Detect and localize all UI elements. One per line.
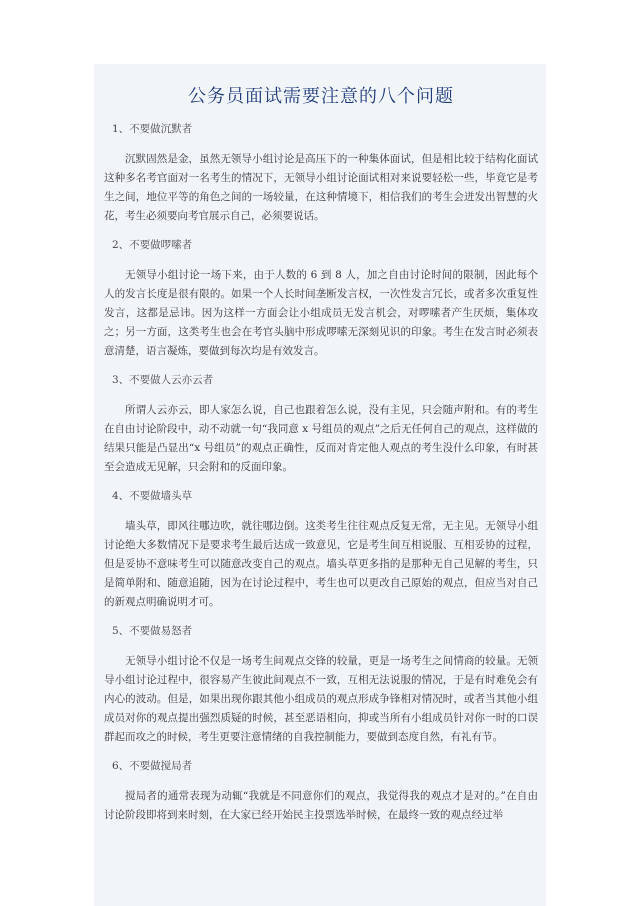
document-page — [94, 64, 546, 906]
section-heading-1: 1、不要做沉默者 — [112, 123, 193, 135]
section-heading-3: 3、不要做人云亦云者 — [112, 374, 214, 386]
section-heading-5: 5、不要做易怒者 — [112, 625, 193, 637]
section-heading-4: 4、不要做墙头草 — [112, 490, 193, 502]
section-paragraph-5: 无领导小组讨论不仅是一场考生间观点交锋的较量，更是一场考生之间情商的较量。无领导小组讨论过程中，很容易产生彼此间观点不一致，互相无法说服的情况，于是有时难免会有内心的波动。但是，如果出现你跟其他小组成员的观点形成争锋相对情况时，或者当其他小组成员对你的观点提出强烈质疑的时候，甚至恶语相向，抑或当所有小组成员针对你一时的口误群起而攻之的时候，考生更要注意情绪的自我控制能力，要做到态度自然，有礼有节。 — [104, 655, 538, 743]
section-paragraph-3: 所谓人云亦云，即人家怎么说，自己也跟着怎么说，没有主见，只会随声附和。有的考生在自由讨论阶段中，动不动就一句“我同意 x 号组员的观点”之后无任何自己的观点，这样做的结果只能是凸显出“x 号组员”的观点正确性，反而对肯定他人观点的考生没什么印象，有时甚至会造成无见解，只会附和的反面印象。 — [104, 404, 538, 473]
section-heading-6: 6、不要做搅局者 — [112, 760, 193, 772]
document-body — [94, 64, 546, 825]
section-paragraph-6: 搅局者的通常表现为动辄“我就是不同意你们的观点，我觉得我的观点才是对的。”在自由讨论阶段即将到来时刻，在大家已经开始民主投票选举时候，在最终一致的观点经过举 — [104, 790, 538, 821]
section-paragraph-1: 沉默固然是金，虽然无领导小组讨论是高压下的一种集体面试，但是相比较于结构化面试这种多名考官面对一名考生的情况下，无领导小组讨论面试相对来说要轻松一些，毕竟它是考生之间，地位平等的角色之间的一场较量，在这种情境下，相信我们的考生会迸发出智慧的火花，考生必须要向考官展示自己，必须要说话。 — [104, 153, 538, 222]
section-paragraph-2: 无领导小组讨论一场下来，由于人数的 6 到 8 人，加之自由讨论时间的限制，因此每个人的发言长度是很有限的。如果一个人长时间垄断发言权，一次性发言冗长，或者多次重复性发言，这都是忌讳。因为这样一方面会让小组成员无发言机会，对啰嗦者产生厌烦，集体攻之；另一方面，这类考生也会在考官头脑中形成啰嗦无深刻见识的印象。考生在发言时必须表意清楚，语言凝炼，要做到每次均是有效发言。 — [104, 269, 538, 357]
document-title: 公务员面试需要注意的八个问题 — [188, 86, 454, 107]
section-paragraph-4: 墙头草，即风往哪边吹，就往哪边倒。这类考生往往观点反复无常，无主见。无领导小组讨论绝大多数情况下是要求考生最后达成一致意见，它是考生间互相说服、互相妥协的过程，但是妥协不意味考生可以随意改变自己的观点。墙头草更多指的是那种无自己见解的考生，只是简单附和、随意追随，因为在讨论过程中，考生也可以更改自己原始的观点，但应当对自己的新观点明确说明才可。 — [104, 520, 538, 608]
section-heading-2: 2、不要做啰嗦者 — [112, 239, 193, 251]
